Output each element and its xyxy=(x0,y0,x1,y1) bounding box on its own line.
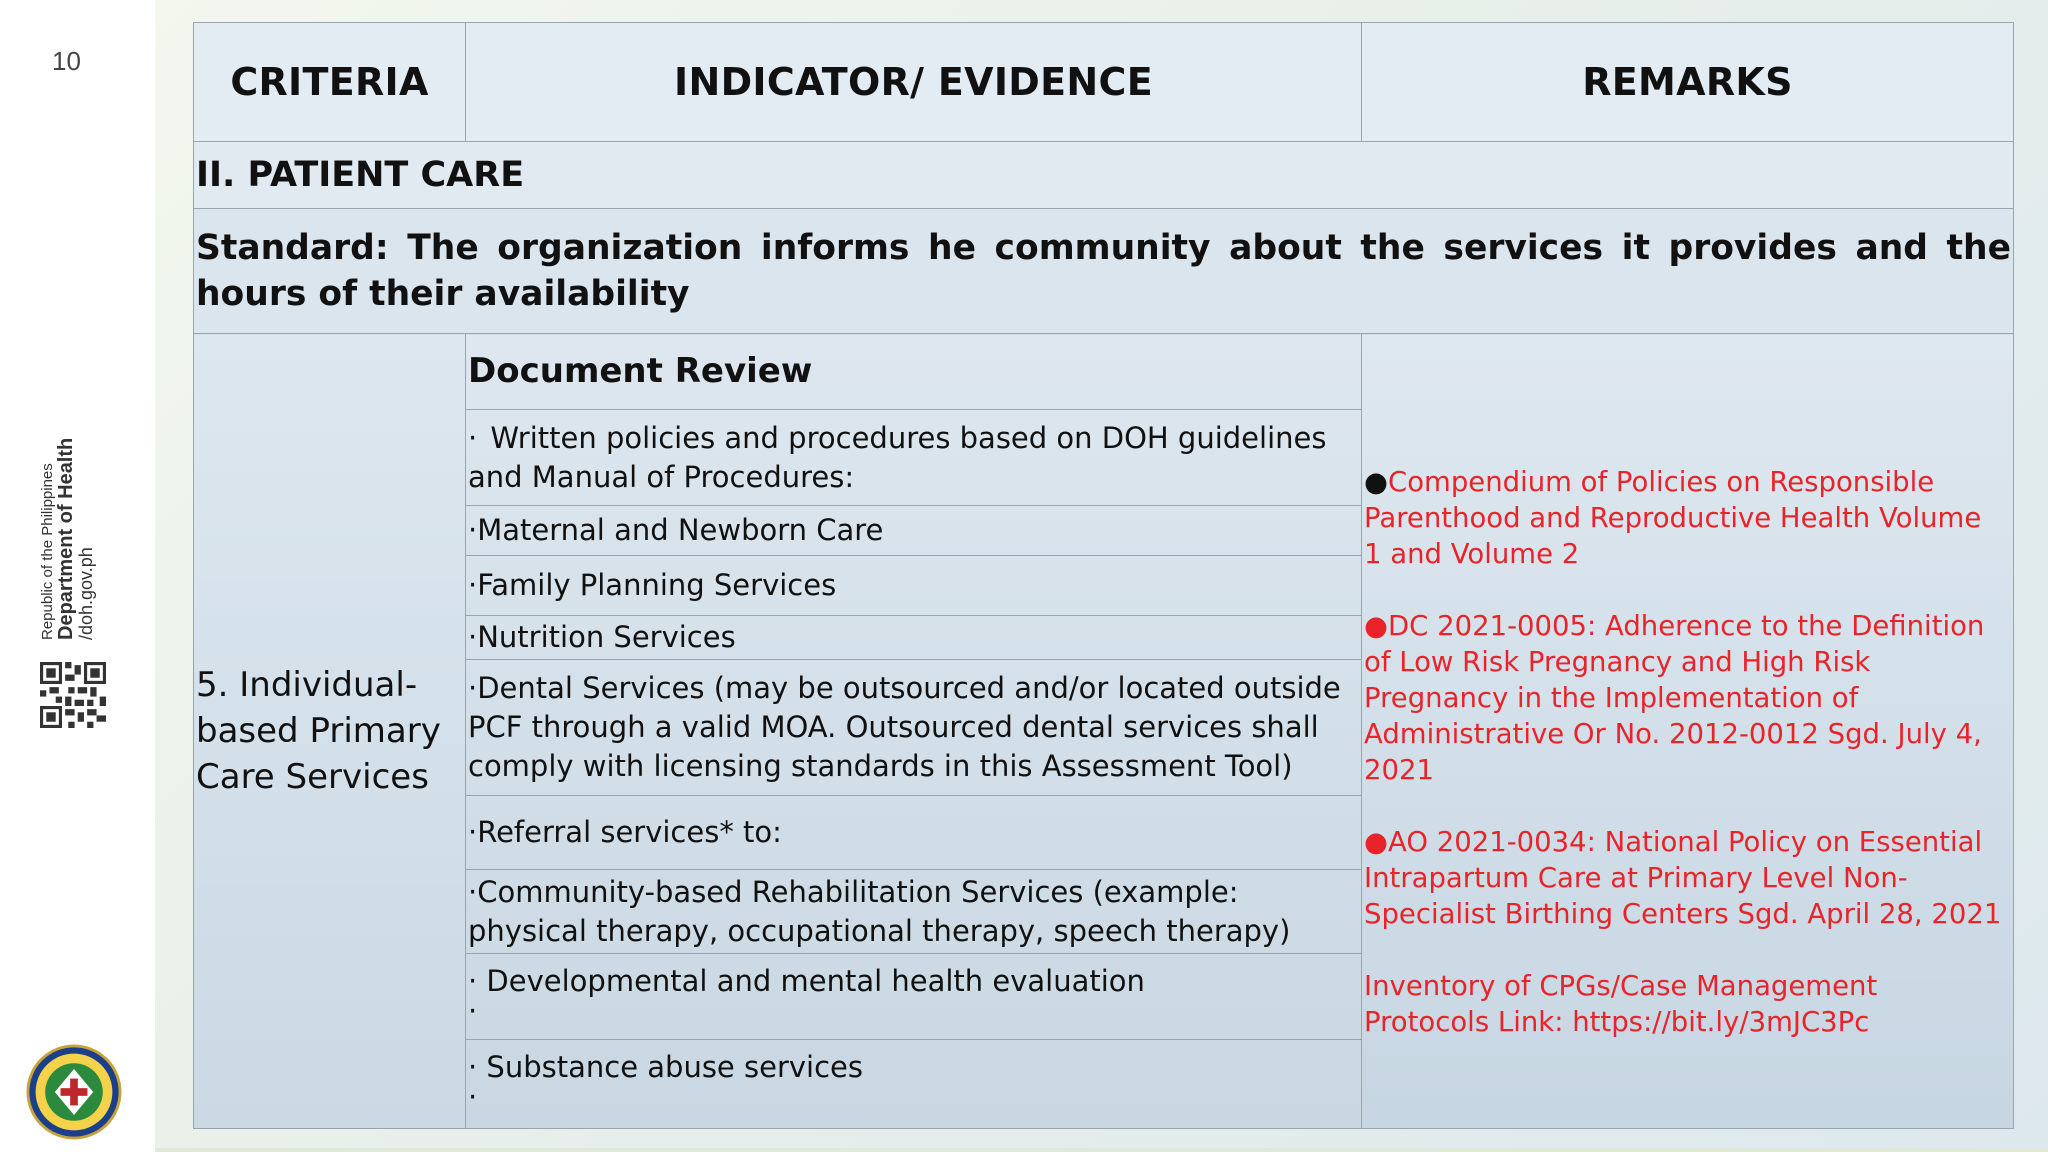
section-title: II. PATIENT CARE xyxy=(194,142,2014,209)
assessment-table xyxy=(193,22,2014,1129)
remarks-cell xyxy=(1362,334,2014,1129)
qr-code-icon xyxy=(40,662,106,728)
standard-row xyxy=(194,209,2014,334)
remark-item: ●Compendium of Policies on Responsible Parenthood and Reproductive Health Volume 1 and Volume 2 xyxy=(1364,466,1982,570)
website-label: /doh.gov.ph xyxy=(75,547,96,640)
doh-seal-icon xyxy=(26,1044,122,1140)
standard-text: Standard: The organization informs he community about the services it provides and the hours of their availability xyxy=(194,209,2014,334)
page-number: 10 xyxy=(52,46,81,76)
criteria-text: 5. Individual-based Primary Care Services xyxy=(196,665,441,797)
indicator-item: ·Referral services* to: xyxy=(466,796,1361,870)
indicator-item: · Written policies and procedures based on DOH guidelines and Manual of Procedures: xyxy=(466,410,1361,506)
remark-item-link[interactable]: Inventory of CPGs/Case Management Protocols Link: https://bit.ly/3mJC3Pc xyxy=(1364,970,1878,1038)
indicator-item: ·Nutrition Services xyxy=(466,616,1361,660)
indicator-list xyxy=(466,334,1361,1126)
bottom-strip xyxy=(155,1148,2048,1152)
indicator-header: INDICATOR/ EVIDENCE xyxy=(466,23,1362,142)
criteria-header: CRITERIA xyxy=(194,23,466,142)
sidebar xyxy=(0,0,155,1152)
indicator-item: ·Community-based Rehabilitation Services (example: physical therapy, occupational therapy, speech therapy) xyxy=(466,870,1361,954)
criteria-cell xyxy=(194,334,466,1129)
document-review-heading: Document Review xyxy=(466,334,1361,410)
indicator-item: ·Maternal and Newborn Care xyxy=(466,506,1361,556)
republic-label: Republic of the Philippines xyxy=(39,463,56,640)
remarks-header: REMARKS xyxy=(1362,23,2014,142)
header-row xyxy=(194,23,2014,142)
section-row xyxy=(194,142,2014,209)
remark-item: ●DC 2021-0005: Adherence to the Definition of Low Risk Pregnancy and High Risk Pregnancy in the Implementation of Administrative Or No. 2012-0012 Sgd. July 4, 2021 xyxy=(1364,610,1985,786)
indicator-item: ·Dental Services (may be outsourced and/or located outside PCF through a valid MOA. Outsourced dental services shall comply with licensing standards in this Assessment Tool) xyxy=(466,660,1361,796)
indicator-item: · Developmental and mental health evaluation · xyxy=(466,954,1361,1040)
indicator-item: ·Family Planning Services xyxy=(466,556,1361,616)
indicator-cell xyxy=(466,334,1362,1129)
criteria-row xyxy=(194,334,2014,1129)
doh-branding xyxy=(40,420,96,640)
remark-item: ●AO 2021-0034: National Policy on Essential Intrapartum Care at Primary Level Non-Specialist Birthing Centers Sgd. April 28, 2021 xyxy=(1364,826,2002,930)
indicator-item: · Substance abuse services · xyxy=(468,1050,863,1114)
department-label: Department of Health xyxy=(54,437,77,640)
